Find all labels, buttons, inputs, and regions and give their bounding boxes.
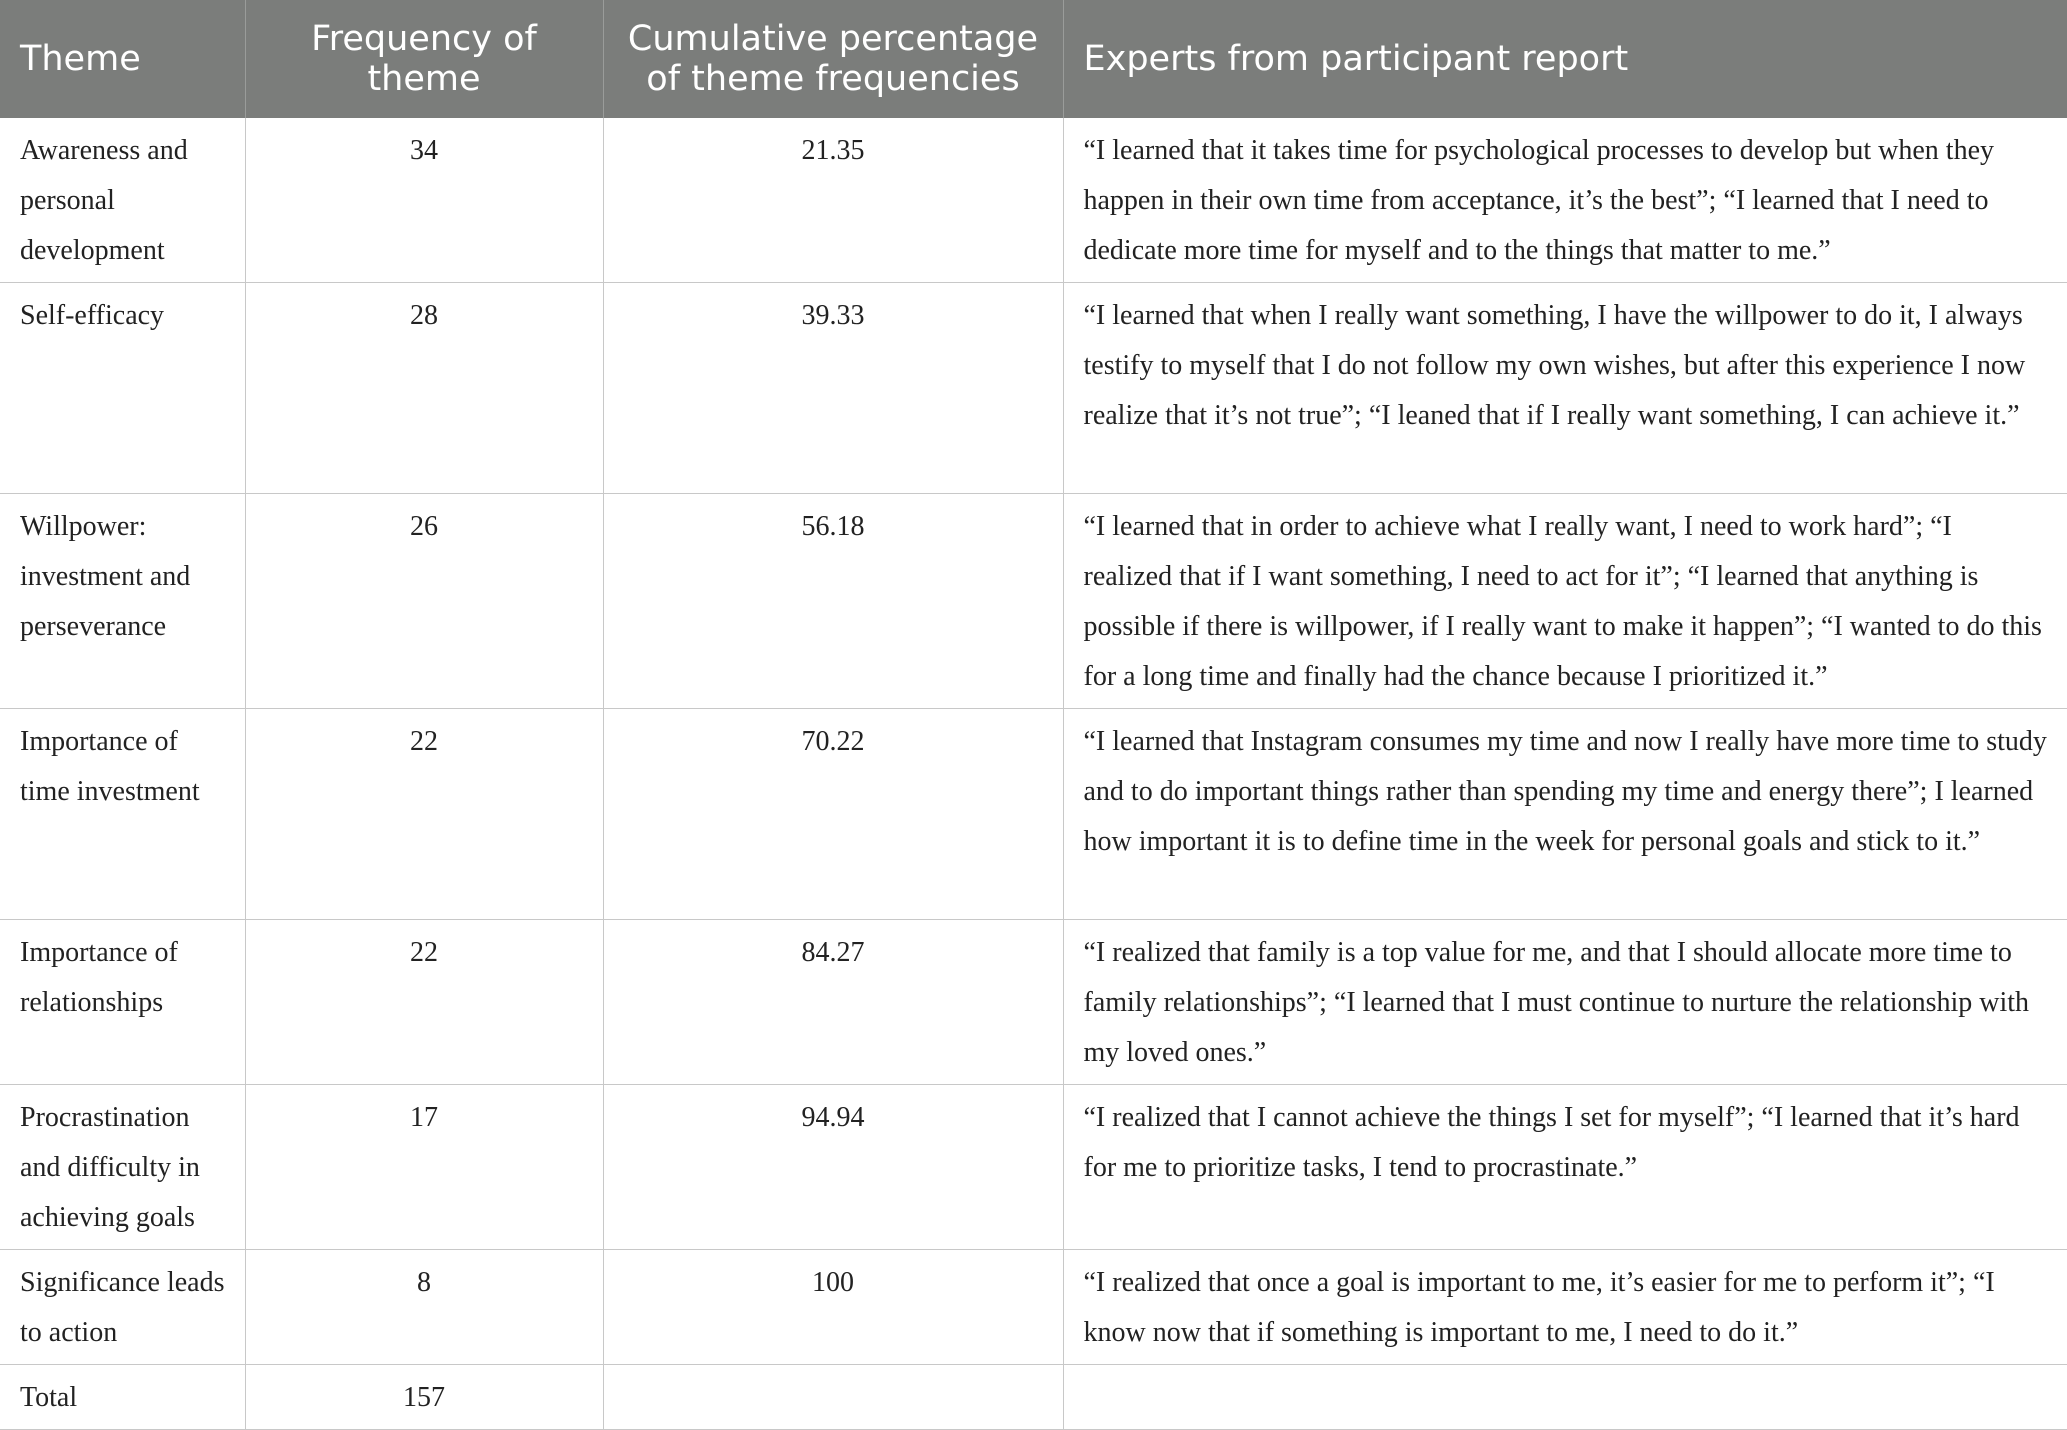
theme-cell: Self-efficacy [0, 283, 245, 494]
cumulative-cell: 94.94 [603, 1085, 1063, 1250]
total-frequency: 157 [245, 1365, 603, 1430]
excerpt-cell: “I learned that Instagram consumes my time and now I really have more time to study and to do important things rather than spending my time and energy there”; I learned how important it is to define time in the week for personal goals and stick to it.” [1063, 709, 2067, 920]
total-excerpt-empty [1063, 1365, 2067, 1430]
table-body [0, 118, 2067, 1430]
table-row [0, 1085, 2067, 1250]
theme-cell: Willpower: investment and perseverance [0, 494, 245, 709]
total-label: Total [0, 1365, 245, 1430]
frequency-cell: 26 [245, 494, 603, 709]
excerpt-cell: “I realized that I cannot achieve the things I set for myself”; “I learned that it’s hard for me to prioritize tasks, I tend to procrastinate.” [1063, 1085, 2067, 1250]
frequency-cell: 22 [245, 920, 603, 1085]
header-theme: Theme [0, 0, 245, 118]
theme-cell: Awareness and personal development [0, 118, 245, 283]
table-row [0, 283, 2067, 494]
table-row [0, 709, 2067, 920]
cumulative-cell: 21.35 [603, 118, 1063, 283]
theme-cell: Procrastination and difficulty in achieving goals [0, 1085, 245, 1250]
frequency-cell: 17 [245, 1085, 603, 1250]
frequency-cell: 22 [245, 709, 603, 920]
theme-cell: Importance of relationships [0, 920, 245, 1085]
table-row [0, 920, 2067, 1085]
excerpt-cell: “I realized that once a goal is important to me, it’s easier for me to perform it”; “I know now that if something is important to me, I need to do it.” [1063, 1250, 2067, 1365]
frequency-cell: 28 [245, 283, 603, 494]
frequency-cell: 8 [245, 1250, 603, 1365]
theme-cell: Significance leads to action [0, 1250, 245, 1365]
cumulative-cell: 56.18 [603, 494, 1063, 709]
cumulative-cell: 70.22 [603, 709, 1063, 920]
header-cumulative: Cumulative percentage of theme frequencies [603, 0, 1063, 118]
cumulative-cell: 100 [603, 1250, 1063, 1365]
total-row [0, 1365, 2067, 1430]
total-cumulative-empty [603, 1365, 1063, 1430]
header-row [0, 0, 2067, 118]
table-row [0, 494, 2067, 709]
table-row [0, 1250, 2067, 1365]
header-excerpts: Experts from participant report [1063, 0, 2067, 118]
excerpt-cell: “I learned that it takes time for psychological processes to develop but when they happen in their own time from acceptance, it’s the best”; “I learned that I need to dedicate more time for myself and to the things that matter to me.” [1063, 118, 2067, 283]
theme-cell: Importance of time investment [0, 709, 245, 920]
table-row [0, 118, 2067, 283]
excerpt-cell: “I realized that family is a top value for me, and that I should allocate more time to family relationships”; “I learned that I must continue to nurture the relationship with my loved ones.” [1063, 920, 2067, 1085]
header-frequency: Frequency of theme [245, 0, 603, 118]
frequency-cell: 34 [245, 118, 603, 283]
table-header [0, 0, 2067, 118]
cumulative-cell: 39.33 [603, 283, 1063, 494]
excerpt-cell: “I learned that in order to achieve what I really want, I need to work hard”; “I realized that if I want something, I need to act for it”; “I learned that anything is possible if there is willpower, if I really want to make it happen”; “I wanted to do this for a long time and finally had the chance because I prioritized it.” [1063, 494, 2067, 709]
excerpt-cell: “I learned that when I really want something, I have the willpower to do it, I always testify to myself that I do not follow my own wishes, but after this experience I now realize that it’s not true”; “I leaned that if I really want something, I can achieve it.” [1063, 283, 2067, 494]
cumulative-cell: 84.27 [603, 920, 1063, 1085]
